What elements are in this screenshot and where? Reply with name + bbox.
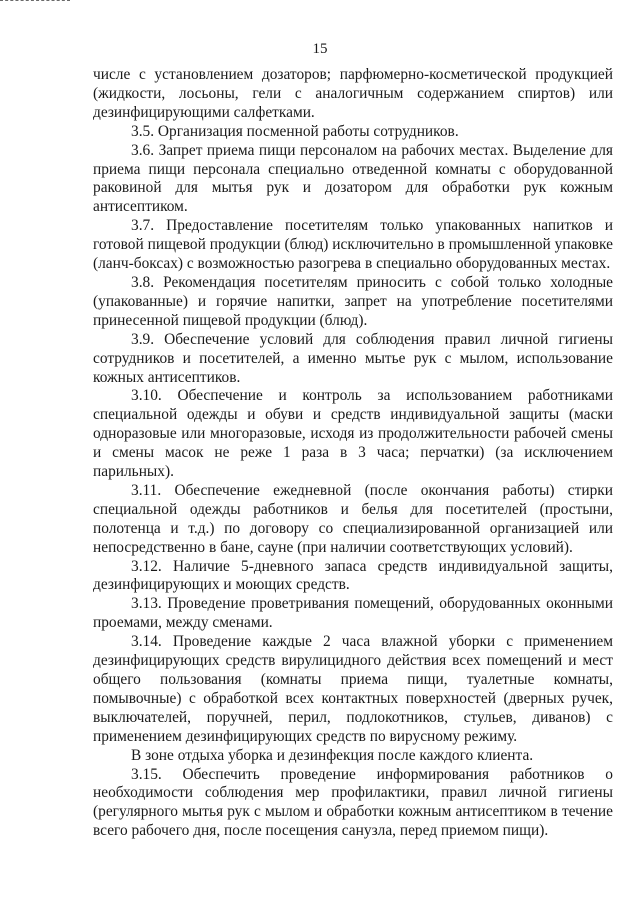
document-body — [93, 66, 613, 841]
paragraph-3-12: 3.12. Наличие 5-дневного запаса средств индивидуальной защиты, дезинфицирующих и моющих средств. — [93, 557, 613, 594]
paragraph-continuation: числе с установлением дозаторов; парфюмерно-косметической продукцией (жидкости, лосьоны, гели с аналогичным содержанием спиртов) или дезинфицирующими салфетками. — [93, 66, 613, 121]
paragraph-3-9: 3.9. Обеспечение условий для соблюдения правил личной гигиены сотрудников и посетителей, а именно мытье рук с мылом, использование кожных антисептиков. — [93, 330, 613, 386]
paragraph-3-6: 3.6. Запрет приема пищи персоналом на рабочих местах. Выделение для приема пищи персонала специально отведенной комнаты с оборудованной раковиной для мытья рук и дозатором для обработки рук кожным антисептиком. — [93, 141, 613, 216]
paragraph-3-5: 3.5. Организация посменной работы сотрудников. — [131, 122, 459, 140]
paragraph-3-10: 3.10. Обеспечение и контроль за использованием работниками специальной одежды и обуви и средств индивидуальной защиты (маски одноразовые или многоразовые, исходя из продолжительности рабочей смены и смены масок не реже 1 раза в 3 часа; перчатки) (за исключением парильных). — [93, 387, 613, 481]
paragraph-3-7: 3.7. Предоставление посетителям только упакованных напитков и готовой пищевой продукции (блюд) исключительно в промышленной упаковке (ланч-боксах) с возможностью разогрева в специально оборудованных местах. — [93, 217, 613, 273]
paragraph-3-8: 3.8. Рекомендация посетителям приносить с собой только холодные (упакованные) и горячие напитки, запрет на употребление посетителями принесенной пищевой продукции (блюд). — [93, 273, 613, 329]
paragraph-3-13: 3.13. Проведение проветривания помещений, оборудованных оконными проемами, между сменами. — [93, 595, 613, 632]
top-edge-rule — [0, 0, 70, 4]
paragraph-3-15: 3.15. Обеспечить проведение информирования работников о необходимости соблюдения мер профилактики, правил личной гигиены (регулярного мытья рук с мылом и обработки кожным антисептиком в течение всего рабочего дня, после посещения санузла, перед приемом пищи). — [93, 765, 613, 840]
page-number: 15 — [312, 41, 328, 57]
paragraph-rest-zone: В зоне отдыха уборка и дезинфекция после каждого клиента. — [131, 746, 534, 764]
paragraph-3-11: 3.11. Обеспечение ежедневной (после окончания работы) стирки специальной одежды работников и белья для посетителей (простыни, полотенца и т.д.) по договору со специализированной организацией или непосредственно в бане, сауне (при наличии соответствующих условий). — [93, 481, 613, 556]
paragraph-3-14: 3.14. Проведение каждые 2 часа влажной уборки с применением дезинфицирующих средств вирулицидного действия всех помещений и мест общего пользования (комнаты приема пищи, туалетные комнаты, помывочные) с обработкой всех контактных поверхностей (дверных ручек, выключателей, поручней, перил, подлокотников, стульев, диванов) с применением дезинфицирующих средств по вирусному режиму. — [93, 633, 613, 745]
